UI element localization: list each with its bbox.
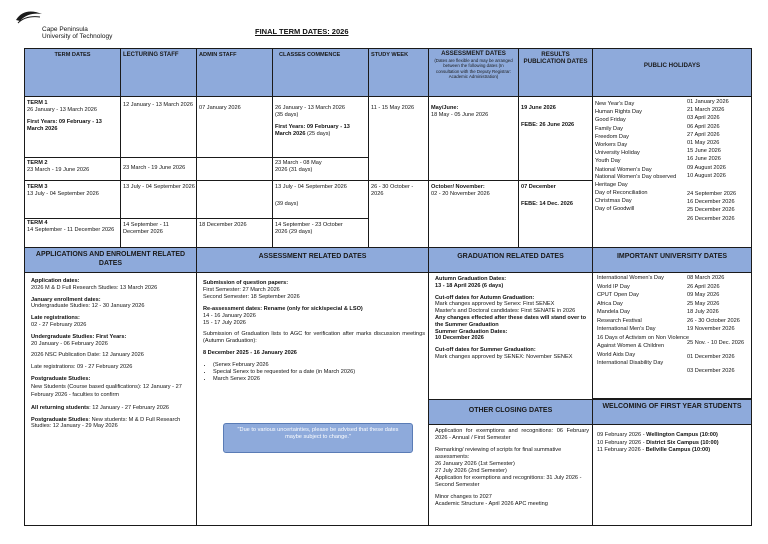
uncertainty-note: "Due to various uncertainties, please be advised that these dates maybe subject to change." bbox=[223, 423, 413, 453]
document-title bbox=[255, 27, 349, 36]
important-date: 26 April 2026 bbox=[687, 283, 720, 290]
holiday-name: National Women's Day bbox=[595, 166, 652, 173]
holiday-name: University Holiday bbox=[595, 150, 640, 157]
reassessment-date-2: 15 - 17 July 2026 bbox=[203, 319, 246, 326]
term-2-range: 23 March - 19 June 2026 bbox=[27, 166, 90, 173]
title-rest: TERM DATES: 2026 bbox=[276, 27, 349, 36]
important-name: Research Festival bbox=[597, 317, 642, 324]
col-divider bbox=[518, 97, 519, 247]
postgraduate-text: New Students (Course based qualifications): 12 January - 27 February 2026 - faculties to confirm bbox=[31, 383, 182, 399]
holiday-date: 27 April 2026 bbox=[687, 131, 720, 138]
returning-students-text: : 12 January - 27 February 2026 bbox=[89, 404, 170, 411]
holiday-name: New Year's Day bbox=[595, 101, 635, 107]
holiday-date: 24 September 2026 bbox=[687, 191, 737, 198]
header-assessment-related: ASSESSMENT RELATED DATES bbox=[197, 247, 429, 273]
term-3-classes-days: (39 days) bbox=[275, 200, 299, 207]
postgraduate-studies-label: Postgraduate Studies bbox=[31, 416, 89, 423]
term-dates-table bbox=[24, 48, 752, 526]
term-1-results bbox=[519, 104, 593, 160]
holiday-name: Day of Reconciliation bbox=[595, 189, 648, 196]
term-1-name: TERM 1 bbox=[27, 100, 48, 106]
term-4-lecturing: 14 September - 11 December 2026 bbox=[123, 222, 169, 235]
important-date: 25 May 2026 bbox=[687, 300, 720, 307]
holiday-name: National Women's Day observed bbox=[595, 173, 677, 180]
important-date: 09 May 2026 bbox=[687, 292, 720, 298]
term-1-assessment-title: May/June: bbox=[431, 105, 459, 111]
term-4-classes-days: 2026 (29 days) bbox=[275, 228, 313, 235]
term-1-classes-first-years-days: (25 days) bbox=[305, 130, 331, 137]
term-3-range: 13 July - 04 September 2026 bbox=[27, 190, 99, 197]
col-divider bbox=[592, 97, 593, 247]
header-public-holidays: PUBLIC HOLIDAYS bbox=[593, 49, 751, 97]
row-divider bbox=[25, 218, 121, 219]
holiday-name: Human Rights Day bbox=[595, 109, 642, 116]
senex-bullet: • March Senex 2026 bbox=[213, 376, 425, 383]
header-applications: APPLICATIONS AND ENROLMENT RELATED DATES bbox=[25, 247, 197, 273]
header-classes-commence: CLASSES COMMENCE bbox=[273, 49, 369, 97]
term-1-assessment bbox=[429, 104, 519, 134]
term-3-name: TERM 3 bbox=[27, 184, 48, 190]
holiday-date: 06 April 2026 bbox=[687, 123, 720, 130]
col-divider bbox=[428, 247, 429, 525]
term-3-lecturing: 13 July - 04 September 2026 bbox=[123, 184, 195, 190]
term-1-assessment-dates: 18 May - 05 June 2026 bbox=[431, 111, 489, 118]
cutoff-summer: Cut-off dates for Summer Graduation: bbox=[435, 347, 536, 354]
applications-list bbox=[29, 277, 195, 523]
header-other-closing: OTHER CLOSING DATES bbox=[429, 399, 593, 425]
senex-bullet: • (Senex February 2026 bbox=[213, 362, 425, 369]
row-divider bbox=[273, 157, 369, 158]
first-semester: First Semester: 27 March 2026 bbox=[203, 286, 280, 293]
summer-title: Summer Graduation Dates: bbox=[435, 328, 508, 335]
term-4-classes-range: 14 September - 23 October bbox=[275, 222, 343, 228]
term-1-classes bbox=[273, 104, 369, 160]
header-assessment-dates bbox=[429, 49, 519, 97]
cput-logo-icon bbox=[14, 8, 44, 26]
term-3-assessment-dates: 02 - 20 November 2026 bbox=[431, 190, 490, 197]
closing-item: 26 January 2026 (1st Semester) bbox=[435, 461, 515, 467]
public-holiday-names bbox=[593, 99, 685, 245]
first-years-label: Undergraduate Studies: First Years: bbox=[31, 333, 127, 340]
cput-logo bbox=[14, 8, 144, 46]
header-term-dates: TERM DATES bbox=[25, 49, 121, 97]
term-3-results bbox=[519, 183, 593, 217]
holiday-name: Workers Day bbox=[595, 142, 628, 149]
second-semester: Second Semester: 18 September 2026 bbox=[203, 293, 300, 300]
term-3-assessment bbox=[429, 183, 519, 213]
important-date: 08 March 2026 bbox=[687, 275, 725, 281]
assessment-dates-title: ASSESSMENT DATES bbox=[441, 50, 506, 57]
holiday-date: 21 March 2026 bbox=[687, 107, 725, 114]
holiday-date: 09 August 2026 bbox=[687, 164, 726, 171]
important-name: World IP Day bbox=[597, 283, 630, 290]
term-1-dates bbox=[25, 99, 121, 157]
term-3-classes bbox=[273, 183, 369, 217]
term-1-results-febe: FEBE: 26 June 2026 bbox=[521, 121, 575, 128]
holiday-date: 26 December 2026 bbox=[687, 215, 735, 222]
col-divider bbox=[196, 247, 197, 525]
important-name: International Disability Day bbox=[597, 360, 664, 366]
term-1-classes-first-years: First Years: 09 February - 13 March 2026 bbox=[275, 123, 350, 137]
header-welcoming: WELCOMING OF FIRST YEAR STUDENTS bbox=[593, 399, 751, 425]
important-name: International Women's Day bbox=[597, 275, 664, 281]
welcoming-date: 11 February 2026 - bbox=[597, 447, 646, 453]
holiday-date bbox=[687, 180, 749, 190]
holiday-name: Family Day bbox=[595, 125, 623, 132]
header-lecturing-staff: LECTURING STAFF bbox=[121, 49, 197, 97]
holiday-date: 01 January 2026 bbox=[687, 99, 729, 105]
welcoming-date: 09 February 2026 - bbox=[597, 432, 647, 438]
cutoff-autumn: Cut-off dates for Autumn Graduation: bbox=[435, 294, 535, 301]
assessment-dates-note: (Dates are flexible and may be arranged between the following dates (In consultation with the Deputy Registrar: Academic Administration) bbox=[434, 57, 513, 80]
masters-doctoral: Master's and Doctoral candidates: First SENATE in 2026 bbox=[435, 308, 576, 315]
term-3-dates bbox=[25, 183, 121, 217]
important-name: Mandela Day bbox=[597, 309, 630, 315]
holiday-date: 03 April 2026 bbox=[687, 115, 720, 122]
welcoming-campus: District Six Campus (10:00) bbox=[646, 439, 719, 446]
holiday-date: 25 December 2026 bbox=[687, 207, 735, 214]
row-divider bbox=[593, 398, 751, 399]
term-3-results-febe: FEBE: 14 Dec. 2026 bbox=[521, 200, 573, 207]
assessment-related-list bbox=[201, 279, 427, 429]
important-date: 19 November 2026 bbox=[687, 326, 735, 332]
other-closing-list bbox=[433, 427, 591, 525]
term-3-assessment-title: October/ November: bbox=[431, 184, 485, 190]
important-name: World Aids Day bbox=[597, 351, 636, 358]
submission-title: Submission of question papers: bbox=[203, 280, 289, 286]
application-dates-text: 2026 M & D Full Research Studies: 13 March 2026 bbox=[31, 284, 158, 291]
term-4-range: 14 September - 11 December 2026 bbox=[27, 226, 115, 233]
term-2-dates bbox=[25, 159, 121, 179]
holiday-date: 16 June 2026 bbox=[687, 156, 721, 163]
reassessment-title: Re-assessment dates: Rename (only for sick/special & LSO) bbox=[203, 305, 363, 312]
holiday-name: Youth Day bbox=[595, 158, 621, 165]
holiday-name: Good Friday bbox=[595, 117, 626, 124]
term-4-name: TERM 4 bbox=[27, 220, 48, 226]
term-4-admin: 18 December 2026 bbox=[199, 222, 247, 228]
term-3-results-date: 07 December bbox=[521, 184, 556, 190]
term-1-admin: 07 January 2026 bbox=[199, 105, 241, 111]
any-changes: Any changes effected after these dates will stand over to the Summer Graduation bbox=[435, 314, 587, 328]
autumn-title: Autumn Graduation Dates: bbox=[435, 276, 507, 282]
senex-bullet: • Special Senex to be requested for a date (in March 2026) bbox=[213, 369, 425, 376]
term-1-classes-range: 26 January - 13 March 2026 bbox=[275, 105, 345, 111]
holiday-name: Day of Goodwill bbox=[595, 206, 635, 213]
holiday-name: Heritage Day bbox=[595, 181, 628, 188]
closing-item: Application for exemptions and recognitions: 06 February 2026 - Annual / First Semester bbox=[435, 428, 589, 441]
application-dates-label: Application dates: bbox=[31, 278, 80, 284]
enrollment-text: Undergraduate Studies: 12 - 30 January 2026 bbox=[31, 303, 145, 310]
holiday-date: 10 August 2026 bbox=[687, 172, 726, 179]
welcoming-list bbox=[595, 431, 751, 471]
important-date: 03 December 2026 bbox=[687, 368, 735, 374]
term-1-first-years: First Years: 09 February - 13 March 2026 bbox=[27, 118, 102, 132]
holiday-name: Freedom Day bbox=[595, 133, 629, 140]
term-2-classes-days: 2026 (31 days) bbox=[275, 166, 313, 173]
senex-bullets bbox=[203, 362, 425, 383]
closing-item: Academic Structure - April 2026 APC meeting bbox=[435, 501, 548, 507]
important-date: 26 - 30 October 2026 bbox=[687, 317, 740, 324]
graduation-lists: Submission of Graduation lists to AGC for verification after marks discussion meetings (Autumn Graduation): bbox=[203, 331, 425, 345]
welcoming-date: 10 February 2026 - bbox=[597, 439, 647, 446]
col-divider bbox=[428, 97, 429, 247]
welcoming-campus: Bellville Campus (10:00) bbox=[645, 447, 711, 453]
term-1-range: 26 January - 13 March 2026 bbox=[27, 106, 97, 113]
important-dates-values bbox=[685, 273, 751, 397]
late-registrations-label: Late registrations: bbox=[31, 315, 80, 322]
public-holiday-dates bbox=[685, 97, 751, 247]
header-results-publication: RESULTS PUBLICATION DATES bbox=[519, 49, 593, 97]
header-study-week: STUDY WEEK bbox=[369, 49, 429, 97]
term-2-classes bbox=[273, 159, 369, 179]
graduation-list bbox=[433, 275, 591, 399]
postgraduate-studies-text: : New students: M & D Full Research Studies: 12 January - 29 May 2026 bbox=[31, 416, 181, 430]
row-divider bbox=[121, 218, 197, 219]
col-divider bbox=[272, 97, 273, 247]
late-registrations-2: Late registrations: 09 - 27 February 2026 bbox=[31, 364, 133, 371]
holiday-date: 01 May 2026 bbox=[687, 140, 720, 147]
closing-item: Remarking/ reviewing of scripts for final summative assessments: bbox=[435, 447, 562, 460]
term-1-study-week: 11 - 15 May 2026 bbox=[371, 105, 415, 111]
title-final: FINAL bbox=[255, 27, 277, 36]
row-divider bbox=[25, 180, 593, 181]
term-1-results-date: 19 June 2026 bbox=[521, 105, 556, 111]
term-1-lecturing: 12 January - 13 March 2026 bbox=[123, 102, 193, 108]
term-1-classes-days: (35 days) bbox=[275, 111, 299, 118]
term-2-lecturing: 23 March - 19 June 2026 bbox=[123, 165, 186, 171]
header-admin-staff: ADMIN STAFF bbox=[197, 49, 273, 97]
postgraduate-label: Postgraduate Studies: bbox=[31, 375, 91, 382]
closing-item: 27 July 2026 (2nd Semester) bbox=[435, 468, 507, 474]
term-4-classes bbox=[273, 221, 369, 245]
autumn-dates: 13 - 18 April 2026 (6 days) bbox=[435, 282, 504, 289]
holiday-date: 16 December 2026 bbox=[687, 199, 735, 206]
term-2-name: TERM 2 bbox=[27, 160, 48, 166]
important-names bbox=[595, 273, 691, 397]
logo-line-2: University of Technology bbox=[42, 33, 113, 40]
holiday-date: 15 June 2026 bbox=[687, 148, 721, 155]
marks-approved: Mark changes approved by Senex: First SENEX bbox=[435, 301, 555, 308]
col-divider bbox=[196, 97, 197, 247]
important-date: 18 July 2026 bbox=[687, 309, 719, 315]
returning-students-label: All returning students bbox=[31, 404, 90, 411]
summer-marks: Mark changes approved by SENEX: November SENEX bbox=[435, 353, 573, 360]
row-divider bbox=[197, 218, 273, 219]
header-important-dates: IMPORTANT UNIVERSITY DATES bbox=[593, 247, 751, 273]
col-divider bbox=[368, 97, 369, 247]
holiday-name: Christmas Day bbox=[595, 198, 632, 205]
graduation-range: 8 December 2025 - 16 January 2026 bbox=[203, 350, 297, 357]
row-divider bbox=[273, 218, 369, 219]
col-divider bbox=[592, 247, 593, 525]
first-years-text: 20 January - 06 February 2026 bbox=[31, 340, 108, 347]
closing-item: Application for exemptions and recognitions: 31 July 2026 - Second Semester bbox=[435, 475, 582, 488]
important-date: 25 Nov. - 10 Dec. 2026 bbox=[687, 339, 745, 346]
reassessment-date-1: 14 - 16 January 2026 bbox=[203, 312, 256, 319]
important-date: 01 December 2026 bbox=[687, 353, 735, 360]
term-3-classes-range: 13 July - 04 September 2026 bbox=[275, 184, 347, 190]
logo-line-1: Cape Peninsula bbox=[42, 26, 88, 33]
term-2-classes-range: 23 March - 08 May bbox=[275, 160, 322, 166]
closing-item: Minor changes to 2027 bbox=[435, 494, 492, 500]
summer-date: 10 December 2026 bbox=[435, 335, 484, 342]
important-name: International Men's Day bbox=[597, 326, 656, 332]
col-divider bbox=[120, 97, 121, 247]
important-name: Africa Day bbox=[597, 300, 623, 307]
enrollment-label: January enrollment dates: bbox=[31, 296, 101, 303]
term-3-study-week: 26 - 30 October - 2026 bbox=[371, 184, 414, 197]
important-name: CPUT Open Day bbox=[597, 292, 639, 298]
important-name: 16 Days of Activism on Non Violence Against Women & Children bbox=[597, 334, 689, 349]
welcoming-campus: Wellington Campus (10:00) bbox=[646, 432, 718, 438]
header-graduation: GRADUATION RELATED DATES bbox=[429, 247, 593, 273]
nsc-publication: 2026 NSC Publication Date: 12 January 2026 bbox=[31, 352, 144, 359]
late-registrations-text: 02 - 27 February 2026 bbox=[31, 321, 87, 328]
term-4-dates bbox=[25, 219, 121, 247]
row-divider bbox=[25, 157, 273, 158]
